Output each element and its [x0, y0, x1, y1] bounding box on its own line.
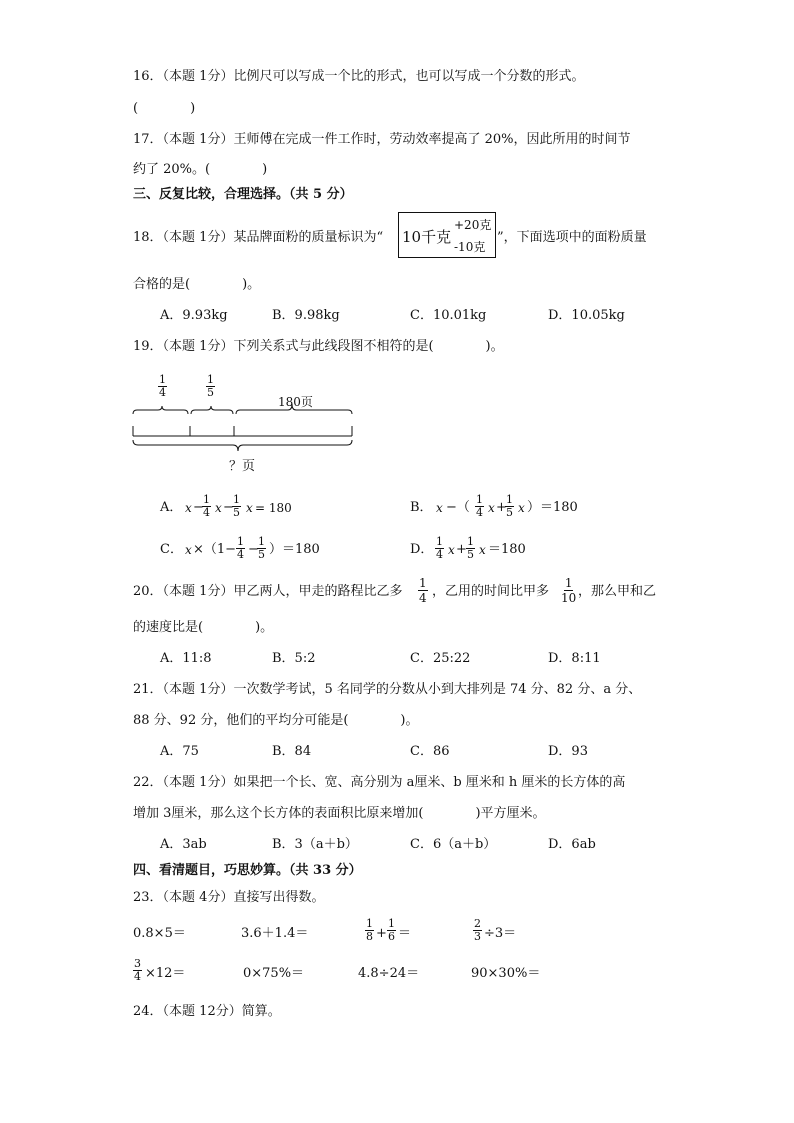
line-segment-diagram	[128, 400, 360, 456]
diagram-total-label: ？页	[229, 459, 256, 474]
calc-item-2: 3.6＋1.4＝	[241, 926, 309, 941]
q20-option-c[interactable]: C．25:22	[410, 651, 471, 666]
brace-fifth	[191, 406, 233, 414]
q21-option-a[interactable]: A．75	[160, 744, 199, 759]
q20-line1-part2: ，乙用的时间比甲多	[432, 584, 550, 599]
q18-option-d[interactable]: D．10.05kg	[548, 308, 625, 323]
q19-option-b-letter: B．	[410, 500, 433, 515]
q20-fraction-tenth: $\frac{1}{10}$	[561, 576, 577, 605]
q20-option-d[interactable]: D．8:11	[548, 651, 601, 666]
diagram-pages-label: 180页	[278, 395, 313, 409]
q22-option-c[interactable]: C．6（a＋b）	[410, 837, 497, 852]
q19-text: 19．（本题 1分）下列关系式与此线段图不相符的是( )。	[133, 339, 504, 354]
q19-option-d-letter: D．	[410, 542, 434, 557]
q18-weight-label-box	[398, 212, 496, 258]
q18-label-plus: +20克	[454, 218, 492, 232]
section-3-heading: 三、反复比较，合理选择。（共 5 分）	[133, 187, 353, 202]
brace-total	[133, 440, 352, 451]
calc-item-6: 0×75%＝	[243, 966, 305, 981]
q22-option-d[interactable]: D．6ab	[548, 837, 596, 852]
q19-option-c-letter: C．	[160, 542, 183, 557]
q21-option-c[interactable]: C．86	[410, 744, 450, 759]
q20-line1-part1: 20．（本题 1分）甲乙两人，甲走的路程比乙多	[133, 584, 403, 599]
q21-line1: 21．（本题 1分）一次数学考试，5 名同学的分数从小到大排列是 74 分、82 分、a 分、	[133, 682, 642, 697]
calc-item-7: 4.8÷24＝	[358, 966, 420, 981]
q18-prefix: 18．（本题 1分）某品牌面粉的质量标识为“	[133, 230, 384, 245]
q18-line2: 合格的是( )。	[133, 277, 261, 292]
q18-label-main: 10千克	[402, 228, 452, 246]
q18-label-minus: -10克	[454, 240, 486, 254]
q21-option-b[interactable]: B．84	[272, 744, 312, 759]
q21-option-d[interactable]: D．93	[548, 744, 588, 759]
q23-text: 23．（本题 4分）直接写出得数。	[133, 890, 325, 905]
q22-option-a[interactable]: A．3ab	[160, 837, 207, 852]
q18-option-c[interactable]: C．10.01kg	[410, 308, 487, 323]
diagram-fraction-fifth: $\frac{1}{5}$	[207, 373, 214, 399]
q21-line2: 88 分、92 分，他们的平均分可能是( )。	[133, 713, 419, 728]
q22-line2: 增加 3厘米，那么这个长方体的表面积比原来增加( )平方厘米。	[133, 806, 546, 821]
q22-option-b[interactable]: B．3（a＋b）	[272, 837, 358, 852]
calc-item-8: 90×30%＝	[471, 966, 541, 981]
q22-line1: 22．（本题 1分）如果把一个长、宽、高分别为 a厘米、b 厘米和 h 厘米的长方体的高	[133, 775, 626, 790]
diagram-fraction-quarter: $\frac{1}{4}$	[159, 373, 166, 399]
q20-option-b[interactable]: B．5:2	[272, 651, 316, 666]
q18-option-a[interactable]: A．9.93kg	[160, 308, 228, 323]
q19-option-a-letter: A．	[160, 500, 183, 515]
q18-suffix: ”，下面选项中的面粉质量	[497, 230, 647, 245]
q20-fraction-quarter: $\frac{1}{4}$	[419, 576, 427, 605]
section-4-heading: 四、看清题目，巧思妙算。（共 33 分）	[133, 863, 362, 878]
q24-text: 24．（本题 12分）简算。	[133, 1004, 281, 1019]
q20-option-a[interactable]: A．11:8	[160, 651, 212, 666]
brace-pages	[236, 404, 352, 414]
q20-line2: 的速度比是( )。	[133, 620, 274, 635]
q16-answer-blank[interactable]: ( )	[133, 101, 196, 116]
q17-line1: 17．（本题 1分）王师傅在完成一件工作时，劳动效率提高了 20%，因此所用的时间节	[133, 132, 631, 147]
calc-item-1: 0.8×5＝	[133, 926, 186, 941]
brace-quarter	[133, 406, 188, 414]
q16-text: 16．（本题 1分）比例尺可以写成一个比的形式，也可以写成一个分数的形式。	[133, 69, 585, 84]
q20-line1-part3: ，那么甲和乙	[578, 584, 657, 599]
q18-option-b[interactable]: B．9.98kg	[272, 308, 340, 323]
q17-line2: 约了 20%。( )	[133, 162, 268, 177]
